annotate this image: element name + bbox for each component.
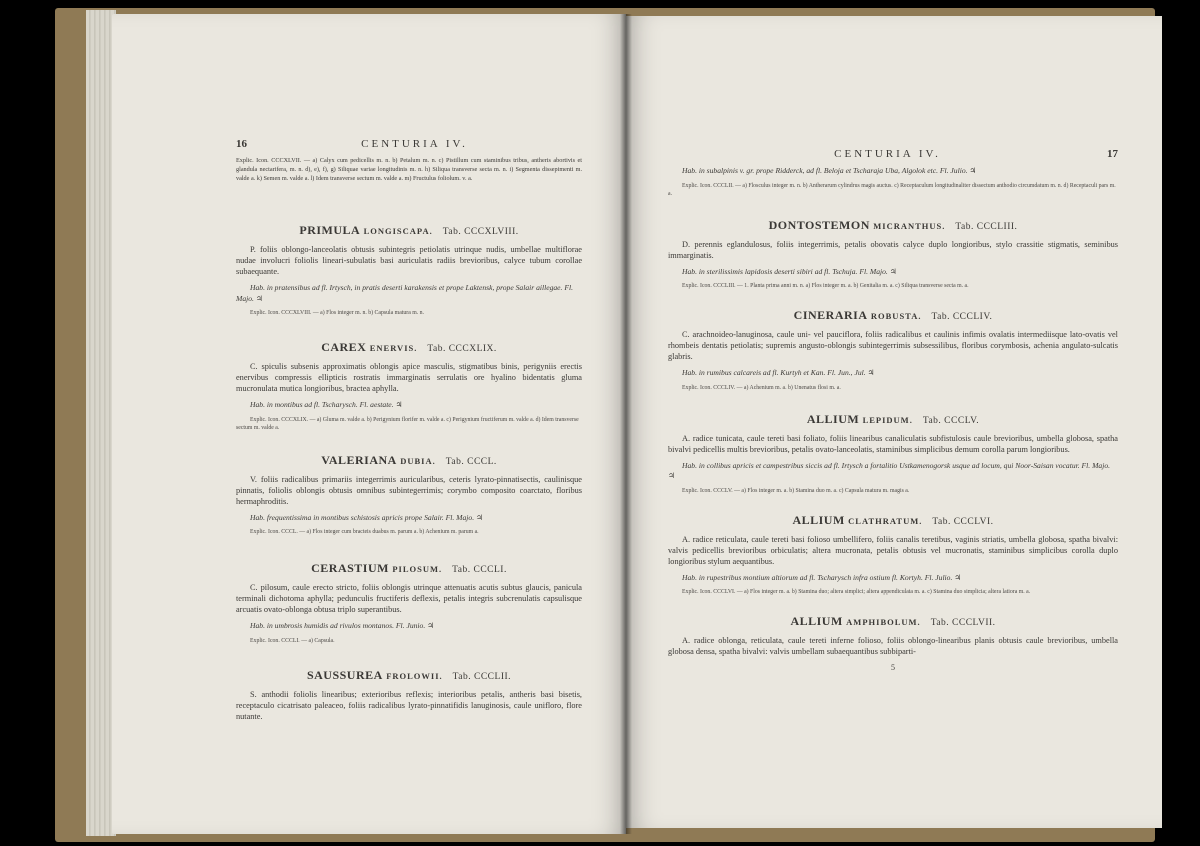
species-entry — [668, 513, 1118, 597]
species-epithet: AMPHIBOLUM. — [846, 617, 921, 627]
running-head-title: CENTURIA IV. — [361, 138, 468, 150]
plate-number: Tab. CCCLIV. — [931, 312, 993, 322]
plate-explanation: Explic. Icon. CCCLIV. — a) Achenium m. a. b) Unenatus flosi m. a. — [682, 384, 841, 391]
genus-name: VALERIANA — [321, 452, 397, 467]
species-title — [236, 561, 582, 576]
species-epithet: MICRANTHUS. — [873, 220, 946, 231]
genus-name: SAUSSUREA — [306, 667, 383, 682]
habitat: Hab. in collibus apricis et campestribus siccis ad fl. Irtysch a fortalitio Ustkamenogorsk usque ad locum, qui Noor-Saisan vocatur. Fl. Majo. ♃ — [668, 460, 1111, 480]
species-epithet: ROBUSTA. — [870, 311, 922, 321]
right-page — [626, 16, 1162, 828]
diagnosis: S. anthodii foliolis linearibus; exterioribus reflexis; interioribus petalis, antheris basi bisetis, receptaculo cicatrisato paleaceo, foliis radicalibus lyrato-pinnatifidis lanuginosis, caule unifloro, flore nutante. — [236, 689, 582, 721]
habitat: Hab. frequentissima in montibus schistosis apricis prope Salair. Fl. Majo. ♃ — [250, 512, 483, 522]
running-head-title: CENTURIA IV. — [834, 148, 941, 160]
habitat: Hab. in rumibus calcareis ad fl. Kurtyh et Kan. Fl. Jun., Jul. ♃ — [682, 368, 875, 377]
species-title — [668, 513, 1118, 528]
habitat: Hab. in sterilissimis lapidosis deserti sibiri ad fl. Tschuja. Fl. Majo. ♃ — [682, 266, 897, 276]
genus-name: ALLIUM — [792, 512, 845, 527]
species-entry — [668, 614, 1118, 672]
carryover-habitat: Hab. in subalpinis v. gr. prope Ridderck, ad fl. Beloja et Tscharaja Uba, Algolok etc. Fl. Julio. ♃ — [682, 166, 977, 175]
diagnosis: P. foliis oblongo-lanceolatis obtusis subintegris petiolatis utrinque nudis, umbellae multiflorae nudae involucri foliolis lineari-subulatis basi auriculatis radiis brevioribus, calyce tubum corollae subaequante. — [236, 245, 582, 276]
book-gutter — [620, 14, 632, 834]
species-epithet: ENERVIS. — [369, 343, 418, 353]
signature-mark: 5 — [891, 663, 895, 672]
plate-explanation: Explic. Icon. CCCLV. — a) Flos integer m. a. b) Stamina duo m. a. c) Capsula matura m. magis a. — [682, 487, 910, 494]
species-entry — [668, 308, 1118, 392]
species-epithet: LONGISCAPA. — [363, 226, 433, 236]
genus-name: PRIMULA — [299, 223, 361, 237]
carryover-explanation: Explic. Icon. CCCXLVII. — a) Calyx cum pedicellis m. n. b) Petalum m. n. c) Pistillum cum staminibus tribus, antheris abortivis et glandula nectarifera, m. n. d), e), f), g) Siliquae variae longitudinis m. n. h) Siliqua transverse secta m. n. i) Segmenta dissepimenti m. valde a. k) Semen m. valde a. l) Idem transverse sectum m. valde a. m) Fructulus foliolum. v. a. — [236, 157, 582, 182]
genus-name: CERASTIUM — [311, 561, 389, 575]
species-epithet: PILOSUM. — [392, 564, 443, 574]
genus-name: ALLIUM — [806, 411, 860, 426]
diagnosis: A. radice tunicata, caule tereti basi foliato, foliis linearibus canaliculatis subfistulosis caule brevioribus, umbella globosa, spatha bivalvi pedicellis multis brevioribus, petalis ovato-lanceolatis, staminibus simplicibus demum corolla parum longioribus. — [668, 433, 1118, 454]
plate-explanation: Explic. Icon. CCCL. — a) Flos integer cum bracteis duabus m. parum a. b) Achenium m. parum a. — [250, 529, 479, 535]
species-title — [236, 340, 582, 355]
species-entry — [236, 223, 582, 317]
diagnosis: A. radice reticulata, caule tereti basi folioso umbellifero, foliis canalis teretibus, vaginis striatis, umbella globosa, spatha bivalvi: valvis pedicellis brevioribus orbiculatis; altera mucronata, petalis obtusis vel mucronatis, staminibus simplicibus corolla duplo longioribus stylum aequantibus. — [668, 534, 1118, 566]
plate-number: Tab. CCCXLVIII. — [442, 227, 519, 237]
species-title — [668, 218, 1118, 233]
plate-number: Tab. CCCLV. — [922, 415, 980, 426]
habitat: Hab. in montibus ad fl. Tscharysch. Fl. aestate. ♃ — [250, 400, 403, 409]
species-entry — [236, 453, 582, 537]
species-title — [668, 614, 1118, 629]
habitat: Hab. in rupestribus montium altiorum ad fl. Tscharysch infra ostium fl. Kortyh. Fl. Julio. ♃ — [682, 572, 962, 582]
right-page-content — [626, 16, 1162, 828]
plate-number: Tab. CCCLII. — [452, 671, 512, 682]
left-page-content — [112, 14, 626, 834]
plate-number: Tab. CCCLVI. — [932, 516, 994, 527]
diagnosis: D. perennis eglandulosus, foliis integerrimis, petalis obovatis calyce duplo longioribus, stylo crassitie stigmatis, seminibus immarginatis. — [668, 239, 1118, 260]
genus-name: DONTOSTEMON — [768, 217, 870, 232]
species-entry — [236, 668, 582, 722]
genus-name: ALLIUM — [790, 614, 843, 628]
plate-number: Tab. CCCLIII. — [955, 221, 1018, 232]
species-entry — [668, 218, 1118, 291]
page-number: 17 — [1107, 148, 1118, 160]
species-title — [668, 308, 1118, 323]
plate-explanation: Explic. Icon. CCCLVI. — a) Flos integer m. a. b) Stamina duo; altera simplici; altera appendiculata m. a. c) Stamina duo simplicia; altera latiora m. a. — [682, 589, 1031, 595]
species-epithet: DUBIA. — [400, 455, 436, 466]
species-title — [236, 668, 582, 683]
plate-number: Tab. CCCXLIX. — [427, 344, 497, 354]
habitat: Hab. in pratensibus ad fl. Irtysch, in pratis deserti karakensis et prope Laktensk, prope Salair aillegae. Fl. Majo. ♃ — [236, 283, 573, 303]
diagnosis: A. radice oblonga, reticulata, caule tereti inferne folioso, foliis oblongo-linearibus planis obtusis caule brevioribus, umbella globosa densa, spatha bivalvi: valvis umbellam subaequantibus subbiparti- — [668, 636, 1118, 656]
plate-number: Tab. CCCLVII. — [930, 618, 996, 628]
plate-explanation: Explic. Icon. CCCXLIX. — a) Gluma m. valde a. b) Perigynium florifer m. valde a. c) Perigynium fructiferum m. valde a. d) Idem transverse sectum m. valde a. — [236, 416, 579, 431]
species-title — [668, 412, 1118, 427]
species-entry — [236, 340, 582, 432]
plate-explanation: Explic. Icon. CCCXLVIII. — a) Flos integer m. n. b) Capsula matura m. n. — [250, 310, 424, 316]
species-entry — [668, 412, 1118, 495]
genus-name: CINERARIA — [793, 308, 868, 322]
species-title — [236, 453, 582, 468]
species-title — [236, 223, 582, 238]
habitat: Hab. in umbrosis humidis ad rivulos montanos. Fl. Junio. ♃ — [250, 621, 434, 630]
carryover-explanation: Explic. Icon. CCCLII. — a) Flosculus integer m. n. b) Antherarum cylindrus magis auctus. c) Receptaculum longitudinaliter dissectum anthodio circumdatum m. n. d) Receptaculi pars m. a. — [668, 182, 1116, 197]
diagnosis: C. pilosum, caule erecto stricto, foliis oblongis utrinque attenuatis acutis subtus glaucis, panicula terminali dichotoma aphylla; pedunculis fructiferis deflexis, petalis integris subcrenulatis capsulisque arcuatis ovato-oblonga obtusa triplo superantibus. — [236, 583, 582, 614]
running-head-right — [668, 148, 1118, 160]
plate-number: Tab. CCCL. — [445, 456, 497, 467]
left-page — [112, 14, 626, 834]
species-epithet: CLATHRATUM. — [848, 515, 923, 526]
genus-name: CAREX — [321, 340, 367, 354]
species-epithet: FROLOWII. — [386, 670, 443, 681]
diagnosis: V. foliis radicalibus primariis integerrimis auricularibus, ceteris lyrato-pinnatisectis, caulinisque pinnatis, foliolis oblongis obtusis omnibus subintegerrimis; corymbo composito coarctato, floribus hermaphroditis. — [236, 474, 582, 506]
plate-explanation: Explic. Icon. CCCLI. — a) Capsula. — [250, 637, 335, 644]
plate-explanation: Explic. Icon. CCCLIII. — 1. Planta prima anni m. n. a) Flos integer m. a. b) Genitalia m. a. c) Siliqua transverse secta m. a. — [682, 283, 969, 289]
page-number: 16 — [236, 138, 247, 150]
species-entry — [236, 561, 582, 645]
running-head-left — [236, 138, 582, 150]
plate-number: Tab. CCCLI. — [452, 565, 507, 575]
diagnosis: C. arachnoideo-lanuginosa, caule uni- vel pauciflora, foliis radicalibus et caulinis infimis ovalatis intermediisque lato-ovatis vel rhombeis dentatis petiolatis; supremis angusto-oblongis subintegerrimis subsessilibus, floribus corymbosis, achenia angulato-sulcatis glabris. — [668, 330, 1118, 361]
diagnosis: C. spiculis subsenis approximatis oblongis apice masculis, stigmatibus binis, perigyniis erectis enervibus compressis ellipticis rostratis immarginatis serrulatis ore hyalino bidentatis gluma mucronulata mutica longioribus, bractea aphylla. — [236, 362, 582, 393]
species-epithet: LEPIDUM. — [862, 414, 913, 425]
